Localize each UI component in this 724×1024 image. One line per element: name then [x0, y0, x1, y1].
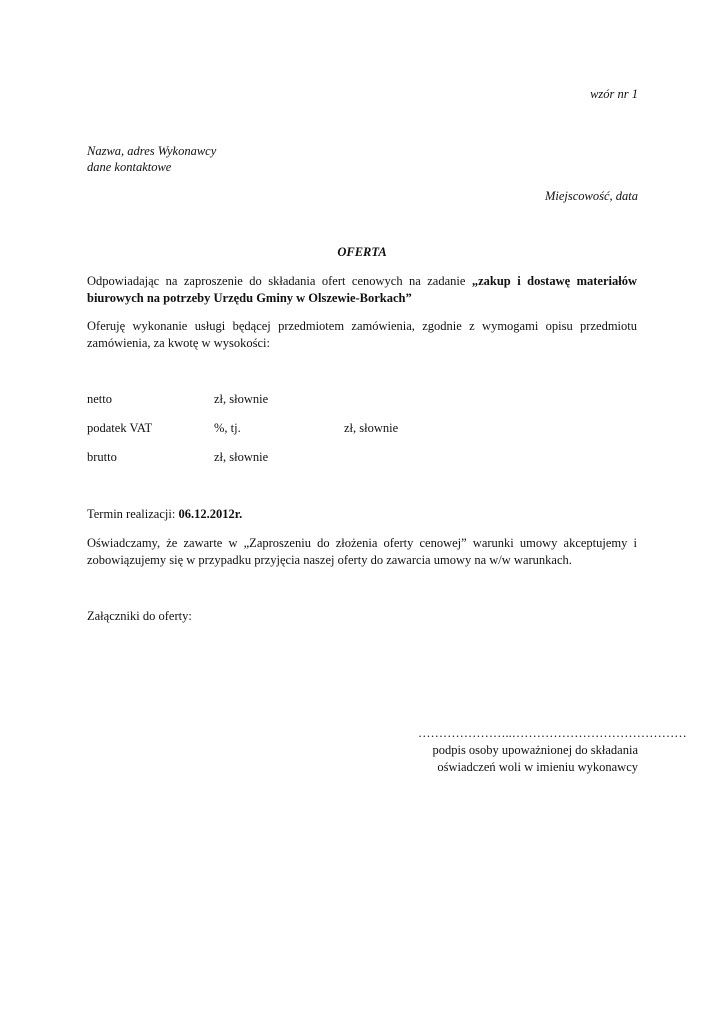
price-row-netto	[87, 392, 637, 408]
brutto-amount-words: zł, słownie	[214, 450, 269, 464]
vat-label: podatek VAT	[87, 421, 153, 435]
intro-text: Odpowiadając na zaproszenie do składania ofert cenowych na zadanie	[87, 274, 472, 288]
netto-amount-words: zł, słownie	[214, 392, 269, 406]
signature-caption-line1: podpis osoby upoważnionej do składania	[432, 743, 638, 757]
place-date-placeholder: Miejscowość, data	[544, 189, 638, 203]
signature-block	[418, 725, 687, 776]
intro-paragraph	[87, 273, 637, 307]
deadline-label: Termin realizacji:	[87, 507, 179, 521]
signature-caption-line2: oświadczeń woli w imieniu wykonawcy	[437, 760, 638, 774]
brutto-label: brutto	[87, 450, 117, 464]
vat-rate: %, tj.	[214, 421, 241, 435]
declaration-paragraph: Oświadczamy, że zawarte w „Zaproszeniu do złożenia oferty cenowej” warunki umowy akceptujemy i zobowiązujemy się w przypadku przyjęcia naszej oferty do zawarcia umowy na w/w warunkach.	[87, 536, 637, 567]
document-title: OFERTA	[337, 245, 387, 259]
pattern-label: wzór nr 1	[590, 87, 638, 101]
netto-label: netto	[87, 392, 112, 406]
vat-amount-words: zł, słownie	[344, 421, 399, 435]
price-row-brutto	[87, 450, 637, 466]
deadline-value: 06.12.2012r.	[178, 507, 243, 521]
contractor-contact-placeholder: dane kontaktowe	[87, 160, 172, 174]
offer-paragraph: Oferuję wykonanie usługi będącej przedmiotem zamówienia, zgodnie z wymogami opisu przedmiotu zamówienia, za kwotę w wysokości:	[87, 319, 637, 350]
attachments-label: Załączniki do oferty:	[87, 609, 192, 623]
intro-task-name: „zakup i dostawę materiałów biurowych na potrzeby Urzędu Gminy w Olszewie-Borkach”	[87, 274, 637, 305]
contractor-name-placeholder: Nazwa, adres Wykonawcy	[87, 144, 217, 158]
price-row-vat	[87, 421, 637, 437]
deadline-line	[87, 507, 242, 522]
signature-line: …………………..……………………………………	[418, 726, 687, 740]
